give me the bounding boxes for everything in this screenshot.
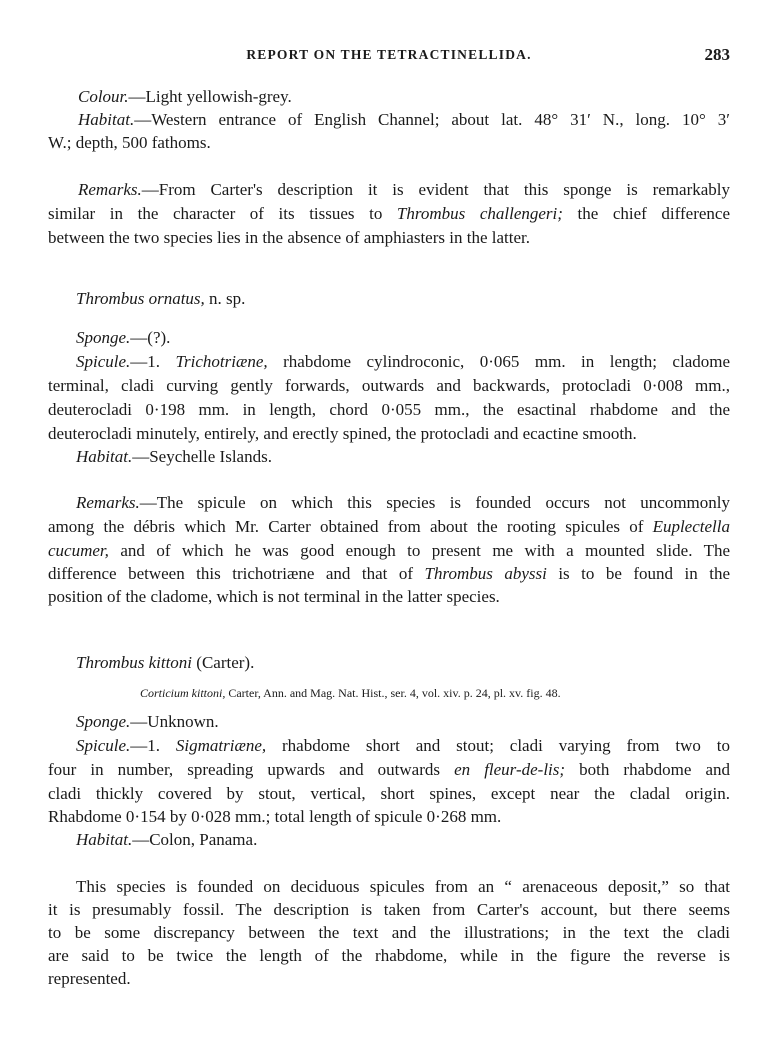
- habitat-line-1: [78, 109, 730, 131]
- remarks-line-2: [48, 203, 730, 225]
- spicule-line-4: Rhabdome 0·154 by 0·028 mm.; total length of spicule 0·268 mm.: [48, 807, 502, 826]
- spicule-term: Sigmatriæne,: [175, 736, 267, 755]
- remarks-text-b: the chief difference: [562, 204, 730, 223]
- spicule-text-b: rhabdome cylindroconic, 0·065 mm. in length; cladome: [267, 352, 731, 371]
- species-heading: [76, 288, 730, 310]
- spicule-line-2: terminal, cladi curving gently forwards, outwards and backwards, protocladi 0·008 mm.,: [48, 376, 730, 395]
- paragraph-line-3: to be some discrepancy between the text and the illustrations; in the text the cladi: [48, 923, 730, 942]
- sponge-line: [76, 327, 730, 349]
- habitat-text: —Colon, Panama.: [132, 830, 258, 849]
- spicule-text-a: —1.: [130, 736, 176, 755]
- spicule-line-3: deuterocladi 0·198 mm. in length, chord 0·055 mm., the esactinal rhabdome and the: [48, 400, 730, 419]
- spicule-line-4: deuterocladi minutely, entirely, and erectly spined, the protocladi and ecactine smooth.: [48, 424, 637, 443]
- remarks-text-b: and of which he was good enough to present me with a mounted slide. The: [108, 541, 730, 560]
- remarks-label: Remarks.: [76, 493, 140, 512]
- remarks-line-3: [48, 540, 730, 562]
- paragraph-line-2: it is presumably fossil. The description is taken from Carter's account, but there seems: [48, 900, 730, 919]
- habitat-text: —Western entrance of English Channel; about lat. 48° 31′ N., long. 10° 3′: [134, 110, 730, 129]
- spicule-text-b: rhabdome short and stout; cladi varying from two to: [266, 736, 730, 755]
- spicule-text-a: four in number, spreading upwards and outwards: [48, 760, 455, 779]
- habitat-line: [76, 446, 730, 468]
- colour-line: [78, 86, 730, 108]
- remarks-line-3: between the two species lies in the absence of amphiasters in the latter.: [48, 228, 530, 247]
- spicule-line-2: [48, 759, 730, 781]
- sponge-line: [76, 711, 730, 733]
- paragraph-line-5: represented.: [48, 969, 131, 988]
- spicule-term: en fleur-de-lis;: [454, 760, 566, 779]
- page-number: 283: [704, 45, 730, 64]
- remarks-line-2: [48, 516, 730, 538]
- habitat-label: Habitat.: [78, 110, 135, 129]
- spicule-label: Spicule.: [76, 736, 131, 755]
- remarks-line-4: [48, 563, 730, 585]
- sponge-text: —(?).: [130, 328, 171, 347]
- spicule-line-1: [76, 735, 730, 757]
- remarks-text-b: is to be found in the: [546, 564, 731, 583]
- remarks-line-1: [76, 492, 730, 514]
- citation-text: Carter, Ann. and Mag. Nat. Hist., ser. 4, vol. xiv. p. 24, pl. xv. fig. 48.: [225, 686, 561, 700]
- species-heading: [76, 652, 730, 674]
- species-name: Thrombus abyssi: [424, 564, 547, 583]
- remarks-text: —From Carter's description it is evident that this sponge is remarkably: [141, 180, 730, 199]
- spicule-line-3: cladi thickly covered by stout, vertical, short spines, except near the cladal origin.: [48, 784, 730, 803]
- genus-name: Euplectella: [652, 517, 730, 536]
- synonym-citation: [140, 685, 561, 701]
- species-name: Thrombus challengeri;: [396, 204, 563, 223]
- species-title: Thrombus ornatus,: [76, 289, 205, 308]
- species-title: Thrombus kittoni: [76, 653, 193, 672]
- spicule-text-b: both rhabdome and: [565, 760, 731, 779]
- habitat-line: [76, 829, 730, 851]
- remarks-text-a: difference between this trichotriæne and that of: [48, 564, 425, 583]
- species-title-rest: (Carter).: [192, 653, 255, 672]
- sponge-label: Sponge.: [76, 328, 131, 347]
- remarks-label: Remarks.: [78, 180, 142, 199]
- paragraph-line-4: are said to be twice the length of the rhabdome, while in the figure the reverse is: [48, 946, 730, 965]
- spicule-label: Spicule.: [76, 352, 131, 371]
- remarks-line-5: position of the cladome, which is not terminal in the latter species.: [48, 587, 500, 606]
- habitat-label: Habitat.: [76, 830, 133, 849]
- species-name: cucumer,: [48, 541, 109, 560]
- page-header: [48, 45, 730, 67]
- spicule-term: Trichotriæne,: [175, 352, 268, 371]
- species-title-rest: n. sp.: [204, 289, 246, 308]
- paragraph-line-1: This species is founded on deciduous spicules from an “ arenaceous deposit,” so that: [76, 877, 730, 896]
- spicule-text-a: —1.: [130, 352, 176, 371]
- spicule-line-1: [76, 351, 730, 373]
- habitat-text: —Seychelle Islands.: [132, 447, 272, 466]
- habitat-label: Habitat.: [76, 447, 133, 466]
- remarks-text-a: similar in the character of its tissues to: [48, 204, 397, 223]
- running-title: REPORT ON THE TETRACTINELLIDA.: [246, 47, 532, 62]
- colour-label: Colour.: [78, 87, 129, 106]
- colour-text: —Light yellowish-grey.: [128, 87, 292, 106]
- habitat-line-2: W.; depth, 500 fathoms.: [48, 133, 211, 152]
- sponge-label: Sponge.: [76, 712, 131, 731]
- citation-species: Corticium kittoni,: [140, 686, 226, 700]
- remarks-line-1: [78, 179, 730, 201]
- sponge-text: —Unknown.: [130, 712, 219, 731]
- remarks-text: —The spicule on which this species is founded occurs not uncommonly: [139, 493, 730, 512]
- remarks-text-a: among the débris which Mr. Carter obtained from about the rooting spicules of: [48, 517, 653, 536]
